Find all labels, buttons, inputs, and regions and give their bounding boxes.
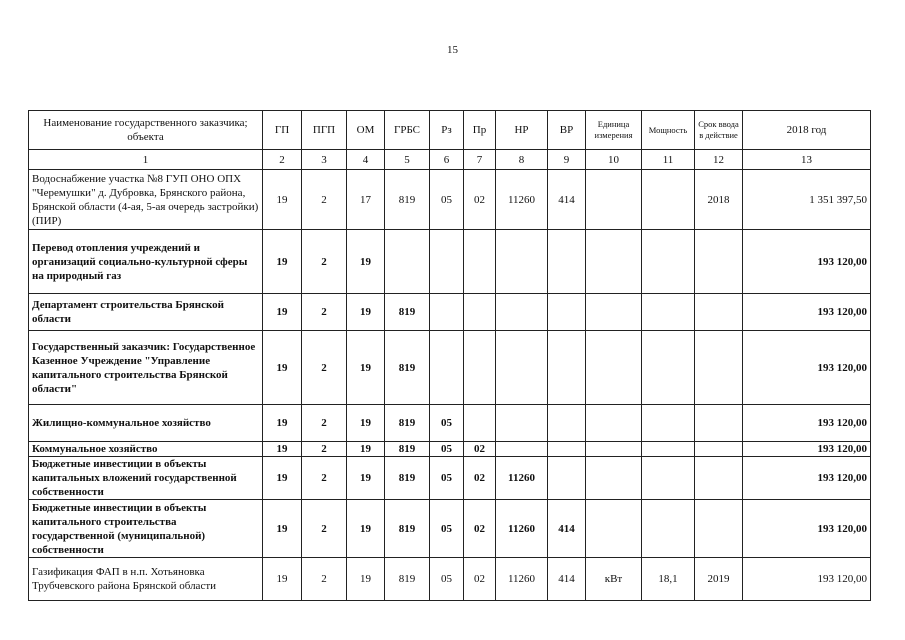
name-cell: Бюджетные инвестиции в объекты капитального строительства государственной (муниципальной) собственности xyxy=(29,500,263,558)
table-row xyxy=(29,294,871,331)
column-header-year: 2018 год xyxy=(743,111,871,150)
rz-cell: 05 xyxy=(430,405,464,442)
capacity-cell: 18,1 xyxy=(642,558,695,601)
capacity-cell xyxy=(642,230,695,294)
pr-cell: 02 xyxy=(464,170,496,230)
grbs-cell: 819 xyxy=(385,405,430,442)
rz-cell: 05 xyxy=(430,442,464,457)
column-header-pr: Пр xyxy=(464,111,496,150)
om-cell: 19 xyxy=(347,331,385,405)
column-number: 7 xyxy=(464,150,496,170)
name-cell: Жилищно-коммунальное хозяйство xyxy=(29,405,263,442)
page-number: 15 xyxy=(447,44,458,56)
grbs-cell: 819 xyxy=(385,331,430,405)
vr-cell xyxy=(548,230,586,294)
column-header-nr: НР xyxy=(496,111,548,150)
pgp-cell: 2 xyxy=(302,331,347,405)
table-row xyxy=(29,405,871,442)
column-number: 11 xyxy=(642,150,695,170)
column-header-grbs: ГРБС xyxy=(385,111,430,150)
table-row xyxy=(29,457,871,500)
name-cell: Департамент строительства Брянской области xyxy=(29,294,263,331)
om-cell: 19 xyxy=(347,558,385,601)
vr-cell: 414 xyxy=(548,500,586,558)
column-header-vr: ВР xyxy=(548,111,586,150)
amount-cell: 193 120,00 xyxy=(743,230,871,294)
nr-cell xyxy=(496,405,548,442)
column-number: 10 xyxy=(586,150,642,170)
unit-cell xyxy=(586,294,642,331)
vr-cell xyxy=(548,442,586,457)
unit-cell xyxy=(586,442,642,457)
unit-cell xyxy=(586,331,642,405)
vr-cell xyxy=(548,405,586,442)
pgp-cell: 2 xyxy=(302,405,347,442)
rz-cell xyxy=(430,294,464,331)
nr-cell: 11260 xyxy=(496,558,548,601)
term-cell: 2019 xyxy=(695,558,743,601)
grbs-cell: 819 xyxy=(385,500,430,558)
name-cell: Коммунальное хозяйство xyxy=(29,442,263,457)
unit-cell xyxy=(586,457,642,500)
amount-cell: 193 120,00 xyxy=(743,331,871,405)
term-cell xyxy=(695,230,743,294)
table-row xyxy=(29,500,871,558)
gp-cell: 19 xyxy=(263,500,302,558)
term-cell xyxy=(695,500,743,558)
pr-cell: 02 xyxy=(464,457,496,500)
gp-cell: 19 xyxy=(263,294,302,331)
column-header-rz: Рз xyxy=(430,111,464,150)
column-number: 2 xyxy=(263,150,302,170)
amount-cell: 193 120,00 xyxy=(743,457,871,500)
unit-cell: кВт xyxy=(586,558,642,601)
rz-cell xyxy=(430,331,464,405)
nr-cell: 11260 xyxy=(496,457,548,500)
header-row xyxy=(29,111,871,150)
pgp-cell: 2 xyxy=(302,170,347,230)
name-cell: Перевод отопления учреждений и организаций социально-культурной сферы на природный газ xyxy=(29,230,263,294)
column-header-pgp: ПГП xyxy=(302,111,347,150)
table-row xyxy=(29,230,871,294)
pr-cell: 02 xyxy=(464,558,496,601)
capacity-cell xyxy=(642,170,695,230)
amount-cell: 193 120,00 xyxy=(743,294,871,331)
pr-cell xyxy=(464,294,496,331)
nr-cell xyxy=(496,230,548,294)
nr-cell: 11260 xyxy=(496,500,548,558)
gp-cell: 19 xyxy=(263,331,302,405)
term-cell: 2018 xyxy=(695,170,743,230)
name-cell: Водоснабжение участка №8 ГУП ОНО ОПХ "Черемушки" д. Дубровка, Брянского района, Брянской области (4-ая, 5-ая очередь застройки) (ПИР) xyxy=(29,170,263,230)
nr-cell xyxy=(496,331,548,405)
grbs-cell: 819 xyxy=(385,294,430,331)
pgp-cell: 2 xyxy=(302,230,347,294)
capacity-cell xyxy=(642,331,695,405)
column-number: 8 xyxy=(496,150,548,170)
term-cell xyxy=(695,294,743,331)
unit-cell xyxy=(586,405,642,442)
pgp-cell: 2 xyxy=(302,500,347,558)
gp-cell: 19 xyxy=(263,230,302,294)
table-row xyxy=(29,170,871,230)
nr-cell xyxy=(496,294,548,331)
pgp-cell: 2 xyxy=(302,294,347,331)
column-number: 5 xyxy=(385,150,430,170)
pr-cell xyxy=(464,331,496,405)
om-cell: 19 xyxy=(347,230,385,294)
pgp-cell: 2 xyxy=(302,457,347,500)
om-cell: 19 xyxy=(347,442,385,457)
gp-cell: 19 xyxy=(263,170,302,230)
pr-cell: 02 xyxy=(464,500,496,558)
grbs-cell: 819 xyxy=(385,457,430,500)
om-cell: 19 xyxy=(347,405,385,442)
gp-cell: 19 xyxy=(263,442,302,457)
column-header-capacity: Мощность xyxy=(642,111,695,150)
unit-cell xyxy=(586,170,642,230)
pr-cell xyxy=(464,230,496,294)
term-cell xyxy=(695,457,743,500)
column-header-term: Срок ввода в действие xyxy=(695,111,743,150)
pr-cell xyxy=(464,405,496,442)
name-cell: Бюджетные инвестиции в объекты капитальных вложений государственной собственности xyxy=(29,457,263,500)
gp-cell: 19 xyxy=(263,558,302,601)
column-header-name: Наименование государственного заказчика; объекта xyxy=(29,111,263,150)
column-number: 13 xyxy=(743,150,871,170)
capacity-cell xyxy=(642,457,695,500)
capacity-cell xyxy=(642,500,695,558)
amount-cell: 193 120,00 xyxy=(743,500,871,558)
table-body xyxy=(29,170,871,601)
unit-cell xyxy=(586,500,642,558)
term-cell xyxy=(695,405,743,442)
budget-table xyxy=(28,110,871,601)
unit-cell xyxy=(586,230,642,294)
name-cell: Государственный заказчик: Государственное Казенное Учреждение "Управление капитального строительства Брянской области" xyxy=(29,331,263,405)
column-number: 4 xyxy=(347,150,385,170)
nr-cell: 11260 xyxy=(496,170,548,230)
capacity-cell xyxy=(642,442,695,457)
column-header-gp: ГП xyxy=(263,111,302,150)
grbs-cell: 819 xyxy=(385,442,430,457)
rz-cell xyxy=(430,230,464,294)
gp-cell: 19 xyxy=(263,457,302,500)
column-number-row xyxy=(29,150,871,170)
name-cell: Газификация ФАП в н.п. Хотьяновка Трубчевского района Брянской области xyxy=(29,558,263,601)
amount-cell: 193 120,00 xyxy=(743,558,871,601)
term-cell xyxy=(695,442,743,457)
pgp-cell: 2 xyxy=(302,558,347,601)
pr-cell: 02 xyxy=(464,442,496,457)
rz-cell: 05 xyxy=(430,500,464,558)
om-cell: 17 xyxy=(347,170,385,230)
column-number: 1 xyxy=(29,150,263,170)
rz-cell: 05 xyxy=(430,170,464,230)
column-number: 3 xyxy=(302,150,347,170)
table-row xyxy=(29,442,871,457)
nr-cell xyxy=(496,442,548,457)
table-row xyxy=(29,558,871,601)
term-cell xyxy=(695,331,743,405)
gp-cell: 19 xyxy=(263,405,302,442)
pgp-cell: 2 xyxy=(302,442,347,457)
vr-cell xyxy=(548,331,586,405)
capacity-cell xyxy=(642,405,695,442)
table-row xyxy=(29,331,871,405)
amount-cell: 1 351 397,50 xyxy=(743,170,871,230)
grbs-cell: 819 xyxy=(385,170,430,230)
column-header-om: ОМ xyxy=(347,111,385,150)
vr-cell: 414 xyxy=(548,558,586,601)
column-header-unit: Единица измерения xyxy=(586,111,642,150)
amount-cell: 193 120,00 xyxy=(743,405,871,442)
vr-cell: 414 xyxy=(548,170,586,230)
om-cell: 19 xyxy=(347,457,385,500)
amount-cell: 193 120,00 xyxy=(743,442,871,457)
rz-cell: 05 xyxy=(430,558,464,601)
column-number: 9 xyxy=(548,150,586,170)
om-cell: 19 xyxy=(347,500,385,558)
vr-cell xyxy=(548,457,586,500)
column-number: 12 xyxy=(695,150,743,170)
om-cell: 19 xyxy=(347,294,385,331)
rz-cell: 05 xyxy=(430,457,464,500)
capacity-cell xyxy=(642,294,695,331)
column-number: 6 xyxy=(430,150,464,170)
grbs-cell xyxy=(385,230,430,294)
vr-cell xyxy=(548,294,586,331)
grbs-cell: 819 xyxy=(385,558,430,601)
